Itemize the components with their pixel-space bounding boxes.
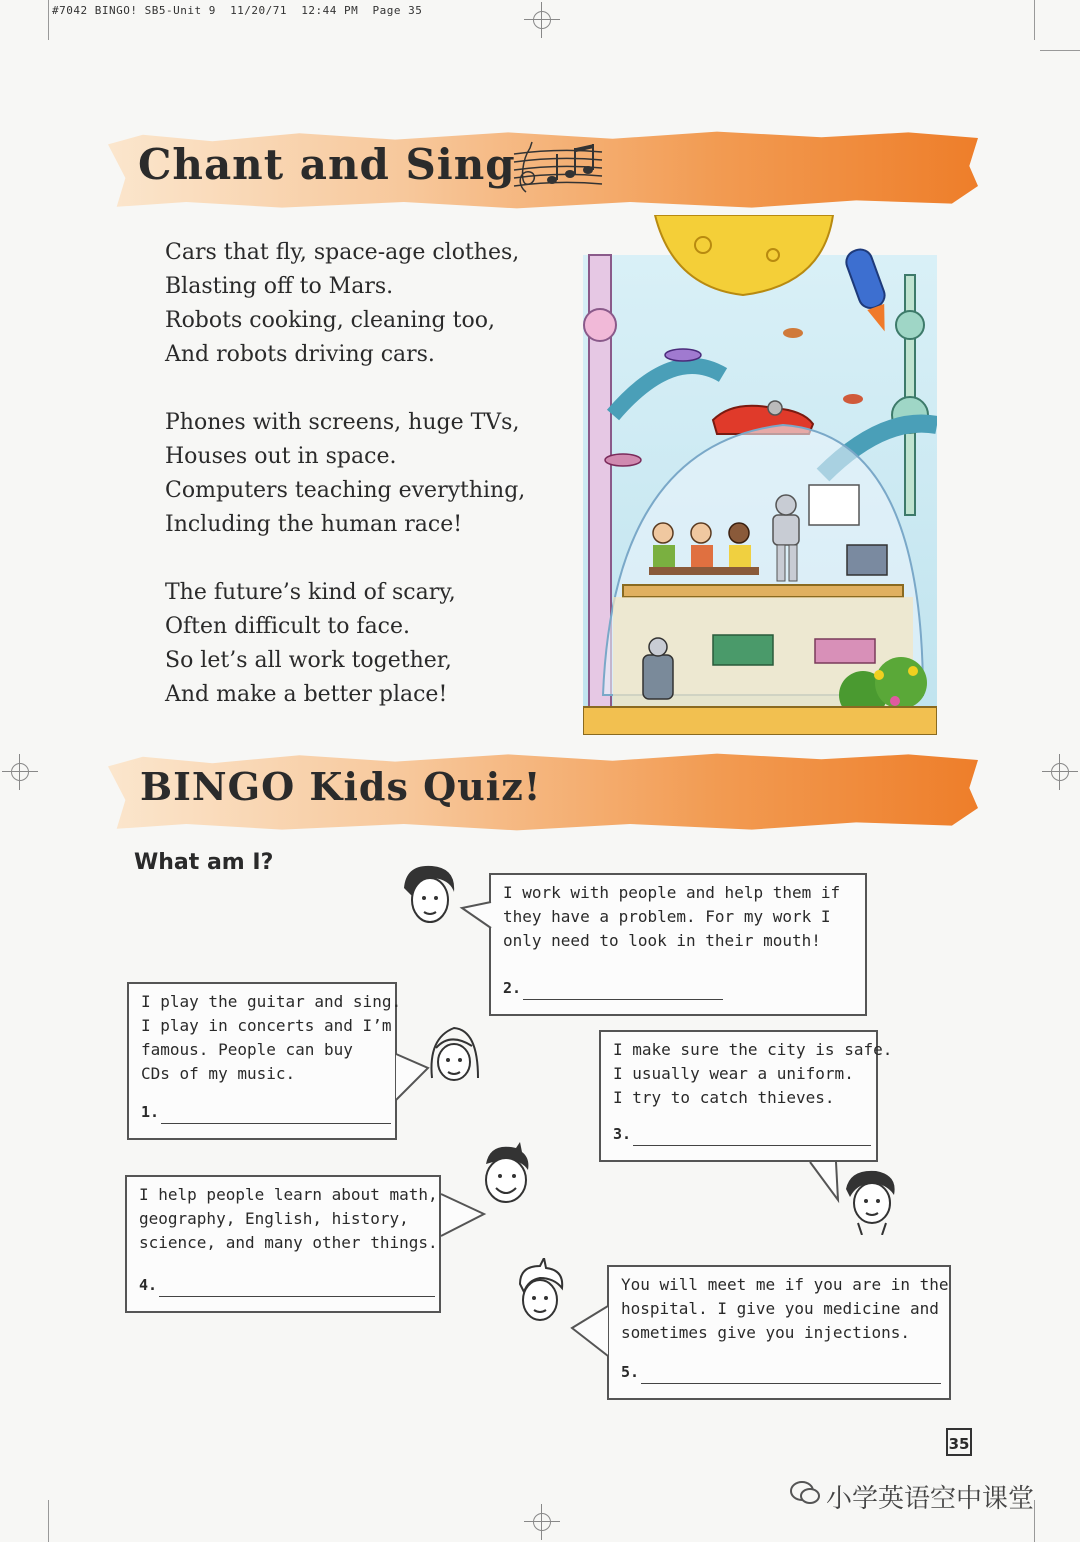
clue-line: hospital. I give you medicine and (621, 1299, 939, 1318)
poem-line: Blasting off to Mars. (165, 274, 394, 299)
question-number: 4. (139, 1276, 158, 1294)
poem-line: Often difficult to face. (165, 614, 411, 639)
quiz-subtitle: What am I? (134, 850, 274, 875)
clue-line: famous. People can buy (141, 1040, 353, 1059)
question-number: 1. (141, 1103, 160, 1121)
clue-line: I make sure the city is safe. (613, 1040, 893, 1059)
teacher-face-icon (470, 1138, 540, 1208)
wechat-icon (790, 1480, 820, 1506)
section-title-quiz: BINGO Kids Quiz! (140, 764, 542, 809)
clue-line: I help people learn about math, (139, 1185, 438, 1204)
clue-line: You will meet me if you are in the (621, 1275, 949, 1294)
clue-line: they have a problem. For my work I (503, 907, 831, 926)
clue-line: I work with people and help them if (503, 883, 841, 902)
print-slug: #7042 BINGO! SB5-Unit 9 11/20/71 12:44 PM Page 35 (52, 4, 423, 17)
poem-line: Cars that fly, space-age clothes, (165, 240, 520, 265)
clue-line: CDs of my music. (141, 1064, 296, 1083)
clue-line: sometimes give you injections. (621, 1323, 910, 1342)
clue-line: I usually wear a uniform. (613, 1064, 854, 1083)
poem-line: Phones with screens, huge TVs, (165, 410, 520, 435)
singer-face-icon (420, 1018, 490, 1088)
dentist-face-icon (394, 860, 464, 930)
poem-line: Robots cooking, cleaning too, (165, 308, 495, 333)
question-number: 5. (621, 1363, 640, 1381)
poem-line: The future’s kind of scary, (165, 580, 456, 605)
poem-line: And make a better place! (165, 682, 448, 707)
watermark-text: 小学英语空中课堂 (826, 1484, 1035, 1514)
clue-line: only need to look in their mouth! (503, 931, 821, 950)
poem-line: So let’s all work together, (165, 648, 452, 673)
poem-line: Houses out in space. (165, 444, 397, 469)
clue-line: I play the guitar and sing. (141, 992, 402, 1011)
clue-line: I try to catch thieves. (613, 1088, 835, 1107)
poem-line: And robots driving cars. (165, 342, 435, 367)
clue-line: I play in concerts and I’m (141, 1016, 392, 1035)
police-officer-face-icon (836, 1165, 906, 1235)
poem-line: Computers teaching everything, (165, 478, 526, 503)
clue-line: geography, English, history, (139, 1209, 409, 1228)
clue-line: science, and many other things. (139, 1233, 438, 1252)
question-number: 2. (503, 979, 522, 997)
poem-line: Including the human race! (165, 512, 463, 537)
question-number: 3. (613, 1125, 632, 1143)
section-title-chant: Chant and Sing (138, 140, 516, 189)
page-number: 35 (946, 1428, 972, 1456)
nurse-face-icon (506, 1258, 576, 1328)
